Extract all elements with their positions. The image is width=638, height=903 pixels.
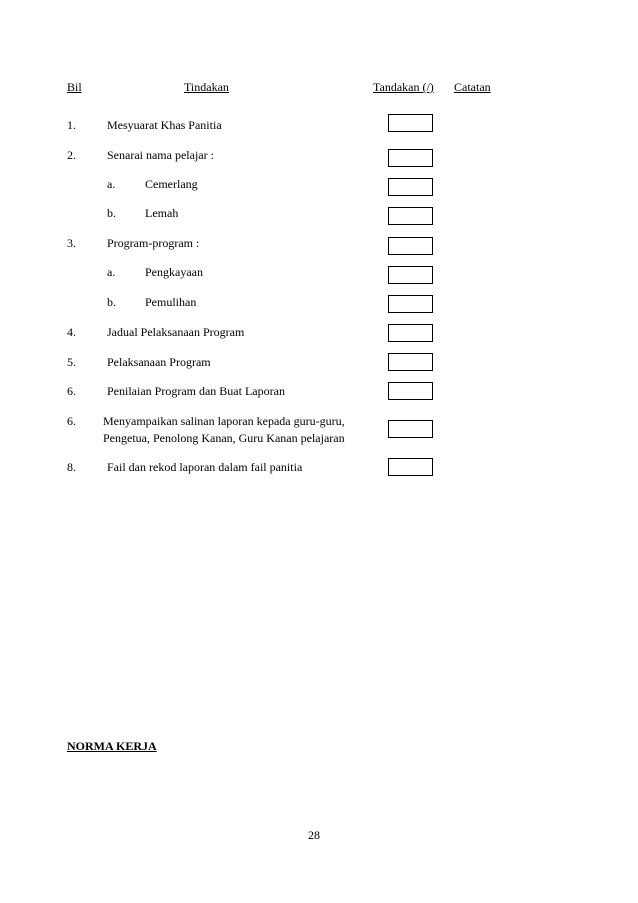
item-number: 2. bbox=[67, 148, 76, 162]
item-number: 5. bbox=[67, 355, 76, 369]
subitem-letter: a. bbox=[107, 265, 116, 279]
item-number: 6. bbox=[67, 414, 76, 428]
item-text: Menyampaikan salinan laporan kepada guru-guru, bbox=[103, 414, 345, 428]
header-catatan: Catatan bbox=[454, 80, 491, 94]
page-number: 28 bbox=[308, 828, 320, 842]
section-heading: NORMA KERJA bbox=[67, 739, 157, 753]
checkbox-item-3b[interactable] bbox=[388, 295, 433, 313]
item-text: Mesyuarat Khas Panitia bbox=[107, 118, 222, 132]
item-text-continued: Pengetua, Penolong Kanan, Guru Kanan pelajaran bbox=[103, 431, 345, 445]
item-number: 6. bbox=[67, 384, 76, 398]
subitem-letter: b. bbox=[107, 295, 116, 309]
item-text: Senarai nama pelajar : bbox=[107, 148, 214, 162]
subitem-text: Cemerlang bbox=[145, 177, 198, 191]
checkbox-item-1[interactable] bbox=[388, 114, 433, 132]
checkbox-item-2[interactable] bbox=[388, 149, 433, 167]
item-text: Program-program : bbox=[107, 236, 200, 250]
item-number: 8. bbox=[67, 460, 76, 474]
item-text: Penilaian Program dan Buat Laporan bbox=[107, 384, 285, 398]
subitem-letter: a. bbox=[107, 177, 116, 191]
checkbox-item-4[interactable] bbox=[388, 324, 433, 342]
checkbox-item-2b[interactable] bbox=[388, 207, 433, 225]
subitem-text: Pengkayaan bbox=[145, 265, 203, 279]
header-tandakan: Tandakan (/) bbox=[373, 80, 434, 94]
checkbox-item-8[interactable] bbox=[388, 458, 433, 476]
subitem-text: Pemulihan bbox=[145, 295, 197, 309]
item-text: Pelaksanaan Program bbox=[107, 355, 211, 369]
item-text: Fail dan rekod laporan dalam fail panitia bbox=[107, 460, 303, 474]
item-number: 1. bbox=[67, 118, 76, 132]
item-number: 4. bbox=[67, 325, 76, 339]
checkbox-item-2a[interactable] bbox=[388, 178, 433, 196]
checkbox-item-3[interactable] bbox=[388, 237, 433, 255]
header-tindakan: Tindakan bbox=[184, 80, 229, 94]
checkbox-item-5[interactable] bbox=[388, 353, 433, 371]
item-text: Jadual Pelaksanaan Program bbox=[107, 325, 245, 339]
checkbox-item-3a[interactable] bbox=[388, 266, 433, 284]
item-number: 3. bbox=[67, 236, 76, 250]
checkbox-item-6[interactable] bbox=[388, 382, 433, 400]
subitem-text: Lemah bbox=[145, 206, 179, 220]
checkbox-item-7[interactable] bbox=[388, 420, 433, 438]
subitem-letter: b. bbox=[107, 206, 116, 220]
header-bil: Bil bbox=[67, 80, 82, 94]
